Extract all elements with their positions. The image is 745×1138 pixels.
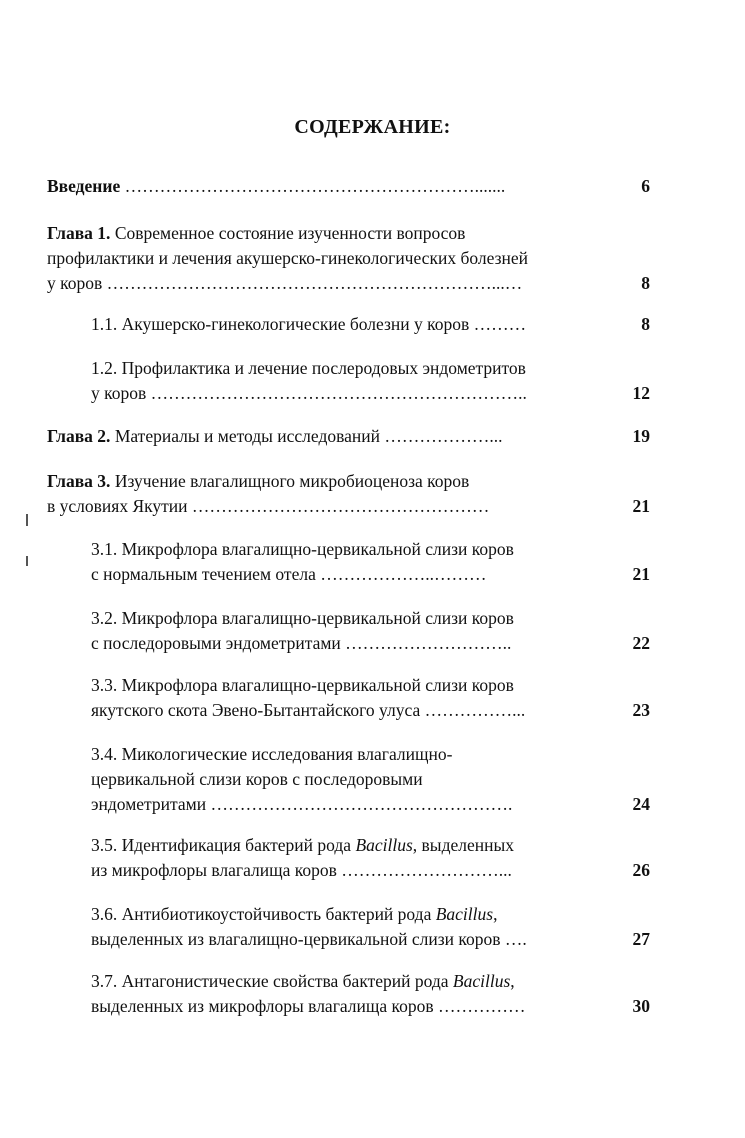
entry-text: 3.3. Микрофлора влагалищно-цервикальной слизи коров: [91, 675, 514, 695]
page-number: 12: [632, 383, 650, 403]
entry-text: эндометритами …………………………………………….: [91, 794, 513, 814]
toc-entry: [91, 833, 514, 883]
page-number: 21: [632, 564, 650, 584]
toc-entry-line: [91, 606, 514, 631]
toc-entry: [91, 673, 525, 723]
toc-entry-line: [91, 767, 512, 792]
page-number: 21: [632, 496, 650, 516]
entry-text: ,: [493, 904, 498, 924]
entry-text: 3.4. Микологические исследования влагалищно-: [91, 744, 453, 764]
genus-name: Bacillus: [435, 904, 494, 924]
entry-text: 3.2. Микрофлора влагалищно-цервикальной слизи коров: [91, 608, 514, 628]
chapter-label: Глава 3.: [47, 471, 111, 491]
toc-entry: [91, 606, 514, 656]
genus-name: Bacillus: [452, 971, 511, 991]
page-number: 8: [641, 314, 650, 334]
page-number: 6: [641, 176, 650, 196]
page-number: 19: [632, 426, 650, 446]
toc-entry-line: [91, 537, 514, 562]
entry-text: Материалы и методы исследований ………………...: [110, 426, 503, 446]
page-number: 8: [641, 273, 650, 293]
toc-entry-line: [91, 902, 527, 927]
toc-entry: [91, 969, 526, 1019]
entry-text: из микрофлоры влагалища коров ………………………...: [91, 860, 512, 880]
toc-entry-line: [47, 469, 489, 494]
entry-text: 1.2. Профилактика и лечение послеродовых эндометритов: [91, 358, 526, 378]
toc-entry-line: [47, 271, 528, 296]
toc-entry: [91, 537, 514, 587]
entry-text: в условиях Якутии ……………………………………………: [47, 496, 490, 516]
page-number: 27: [632, 929, 650, 949]
entry-text: 3.6. Антибиотикоустойчивость бактерий рода: [91, 904, 436, 924]
toc-entry-line: [47, 246, 528, 271]
entry-text: , выделенных: [412, 835, 514, 855]
toc-entry-line: [91, 858, 514, 883]
entry-text: у коров ………………………………………………………..: [91, 383, 527, 403]
toc-entry-line: [91, 562, 514, 587]
entry-text: выделенных из микрофлоры влагалища коров ……………: [91, 996, 526, 1016]
chapter-label: Введение: [47, 176, 121, 196]
entry-text: якутского скота Эвено-Бытантайского улуса ……………...: [91, 700, 526, 720]
toc-entry: [47, 174, 505, 199]
entry-text: с нормальным течением отела ………………..………: [91, 564, 487, 584]
entry-text: Изучение влагалищного микробиоценоза коров: [110, 471, 470, 491]
chapter-label: Глава 1.: [47, 223, 111, 243]
entry-text: профилактики и лечения акушерско-гинекологических болезней: [47, 248, 528, 268]
toc-entry-line: [91, 742, 512, 767]
toc-entry-line: [91, 698, 525, 723]
toc-entry: [47, 424, 503, 449]
scan-mark: [26, 556, 28, 566]
page-number: 24: [632, 794, 650, 814]
toc-entry: [91, 312, 526, 337]
toc-entry: [47, 469, 489, 519]
entry-text: цервикальной слизи коров с последоровыми: [91, 769, 423, 789]
entry-text: Современное состояние изученности вопросов: [110, 223, 466, 243]
toc-entry-line: [91, 969, 526, 994]
entry-text: …………………………………………………….......: [120, 176, 506, 196]
entry-text: у коров …………………………………………………………...…: [47, 273, 523, 293]
genus-name: Bacillus: [355, 835, 413, 855]
toc-entry-line: [47, 424, 503, 449]
entry-text: 3.1. Микрофлора влагалищно-цервикальной слизи коров: [91, 539, 514, 559]
page-number: 30: [632, 996, 650, 1016]
toc-entry-line: [91, 833, 514, 858]
toc-entry-line: [91, 356, 527, 381]
toc-entry-line: [47, 221, 528, 246]
toc-entry: [47, 221, 528, 296]
entry-text: 1.1. Акушерско-гинекологические болезни у коров ………: [91, 314, 527, 334]
page-number: 26: [632, 860, 650, 880]
toc-entry: [91, 356, 527, 406]
scan-mark: [26, 514, 28, 526]
page-title: СОДЕРЖАНИЕ:: [294, 116, 451, 138]
toc-entry-line: [91, 312, 526, 337]
toc-entry: [91, 902, 527, 952]
toc-entry-line: [91, 631, 514, 656]
entry-text: ,: [510, 971, 515, 991]
toc-entry-line: [91, 381, 527, 406]
entry-text: с последоровыми эндометритами ………………………..: [91, 633, 512, 653]
toc-entry-line: [91, 792, 512, 817]
toc-entry-line: [91, 994, 526, 1019]
toc-entry: [91, 742, 512, 817]
page-number: 23: [632, 700, 650, 720]
toc-entry-line: [91, 673, 525, 698]
toc-entry-line: [47, 174, 505, 199]
chapter-label: Глава 2.: [47, 426, 111, 446]
entry-text: 3.7. Антагонистические свойства бактерий рода: [91, 971, 453, 991]
toc-entry-line: [47, 494, 489, 519]
page-number: 22: [632, 633, 650, 653]
entry-text: выделенных из влагалищно-цервикальной слизи коров ….: [91, 929, 527, 949]
entry-text: 3.5. Идентификация бактерий рода: [91, 835, 356, 855]
toc-entry-line: [91, 927, 527, 952]
